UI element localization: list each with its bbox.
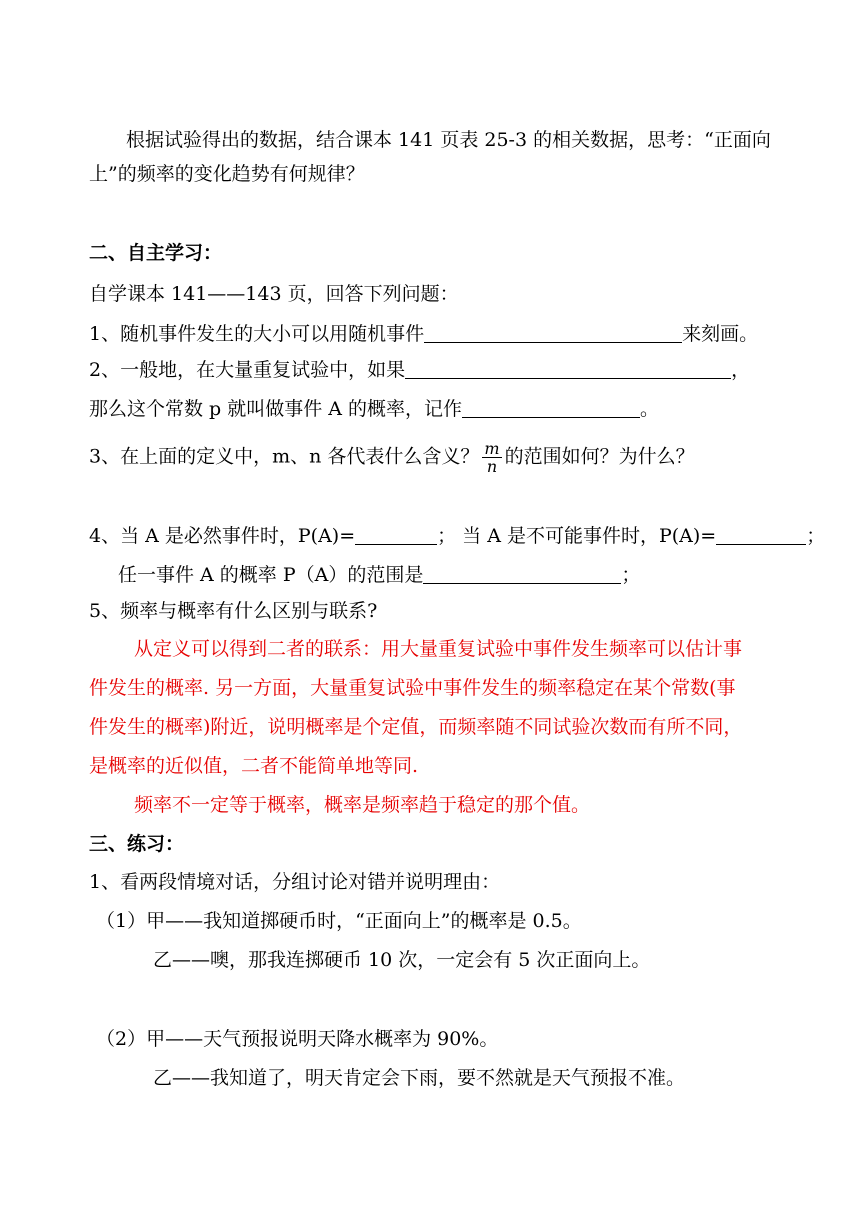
question-3-suffix: 的范围如何？为什么？ [504,445,695,468]
fraction-denominator: n [486,457,498,476]
section-3-heading: 三、练习： [89,833,185,855]
fraction-numerator: m [484,439,500,458]
answer-line-1: 从定义可以得到二者的联系：用大量重复试验中事件发生频率可以估计事 [134,638,743,660]
answer-line-4: 是概率的近似值，二者不能简单地等同. [89,755,419,777]
answer-line-5: 频率不一定等于概率，概率是频率趋于稳定的那个值。 [134,794,591,816]
question-3-text: 3、在上面的定义中，m、n 各代表什么含义？ [89,445,480,468]
question-2-text: 2、一般地，在大量重复试验中，如果 [89,359,406,381]
question-2-notation-blank[interactable] [462,397,640,418]
question-1-blank[interactable] [424,322,682,343]
intro-line-2: 上”的频率的变化趋势有何规律？ [89,163,365,185]
exercise-1: 1、看两段情境对话，分组讨论对错并说明理由： [89,871,501,893]
question-2-cont [89,397,659,421]
question-4-range [118,563,640,587]
question-1 [89,322,758,346]
dialogue-2-a: （2）甲——天气预报说明天降水概率为 90%。 [96,1028,499,1050]
question-2-comma: ， [731,359,751,381]
answer-line-3: 件发生的概率)附近，说明概率是个定值，而频率随不同试验次数而有所不同， [89,716,743,738]
question-4-range-blank[interactable] [423,563,621,584]
question-4-semicolon: ； [806,525,826,547]
question-4-text-a: 4、当 A 是必然事件时，P(A)= [89,525,356,547]
intro-line-1: 根据试验得出的数据，结合课本 141 页表 25-3 的相关数据，思考：“正面向 [126,129,771,151]
dialogue-1-b: 乙——噢，那我连掷硬币 10 次，一定会有 5 次正面向上。 [153,949,651,971]
question-4 [89,524,825,548]
question-5: 5、频率与概率有什么区别与联系? [89,600,378,622]
dialogue-1-a: （1）甲——我知道掷硬币时，“正面向上”的概率是 0.5。 [96,910,582,932]
question-4-range-text: 任一事件 A 的概率 P（A）的范围是 [118,564,424,586]
question-2-period: 。 [640,398,660,420]
section-2-lead: 自学课本 141——143 页，回答下列问题： [89,283,459,305]
question-3 [89,440,695,475]
section-2-heading: 二、自主学习： [89,242,223,264]
dialogue-2-b: 乙——我知道了，明天肯定会下雨，要不然就是天气预报不准。 [153,1067,686,1089]
answer-line-2: 件发生的概率. 另一方面，大量重复试验中事件发生的频率稳定在某个常数(事 [89,677,736,699]
question-2 [89,358,750,382]
question-2-cont-text: 那么这个常数 p 就叫做事件 A 的概率，记作 [89,398,463,420]
question-1-text: 1、随机事件发生的大小可以用随机事件 [89,323,425,345]
question-4-text-b: ； 当 A 是不可能事件时，P(A)= [437,525,717,547]
question-2-blank[interactable] [405,358,731,379]
question-4-impossible-blank[interactable] [716,524,806,545]
question-4-range-semicolon: ； [621,564,641,586]
question-4-certain-blank[interactable] [355,524,437,545]
m-over-n-fraction [482,440,501,475]
question-1-suffix: 来刻画。 [682,323,759,345]
